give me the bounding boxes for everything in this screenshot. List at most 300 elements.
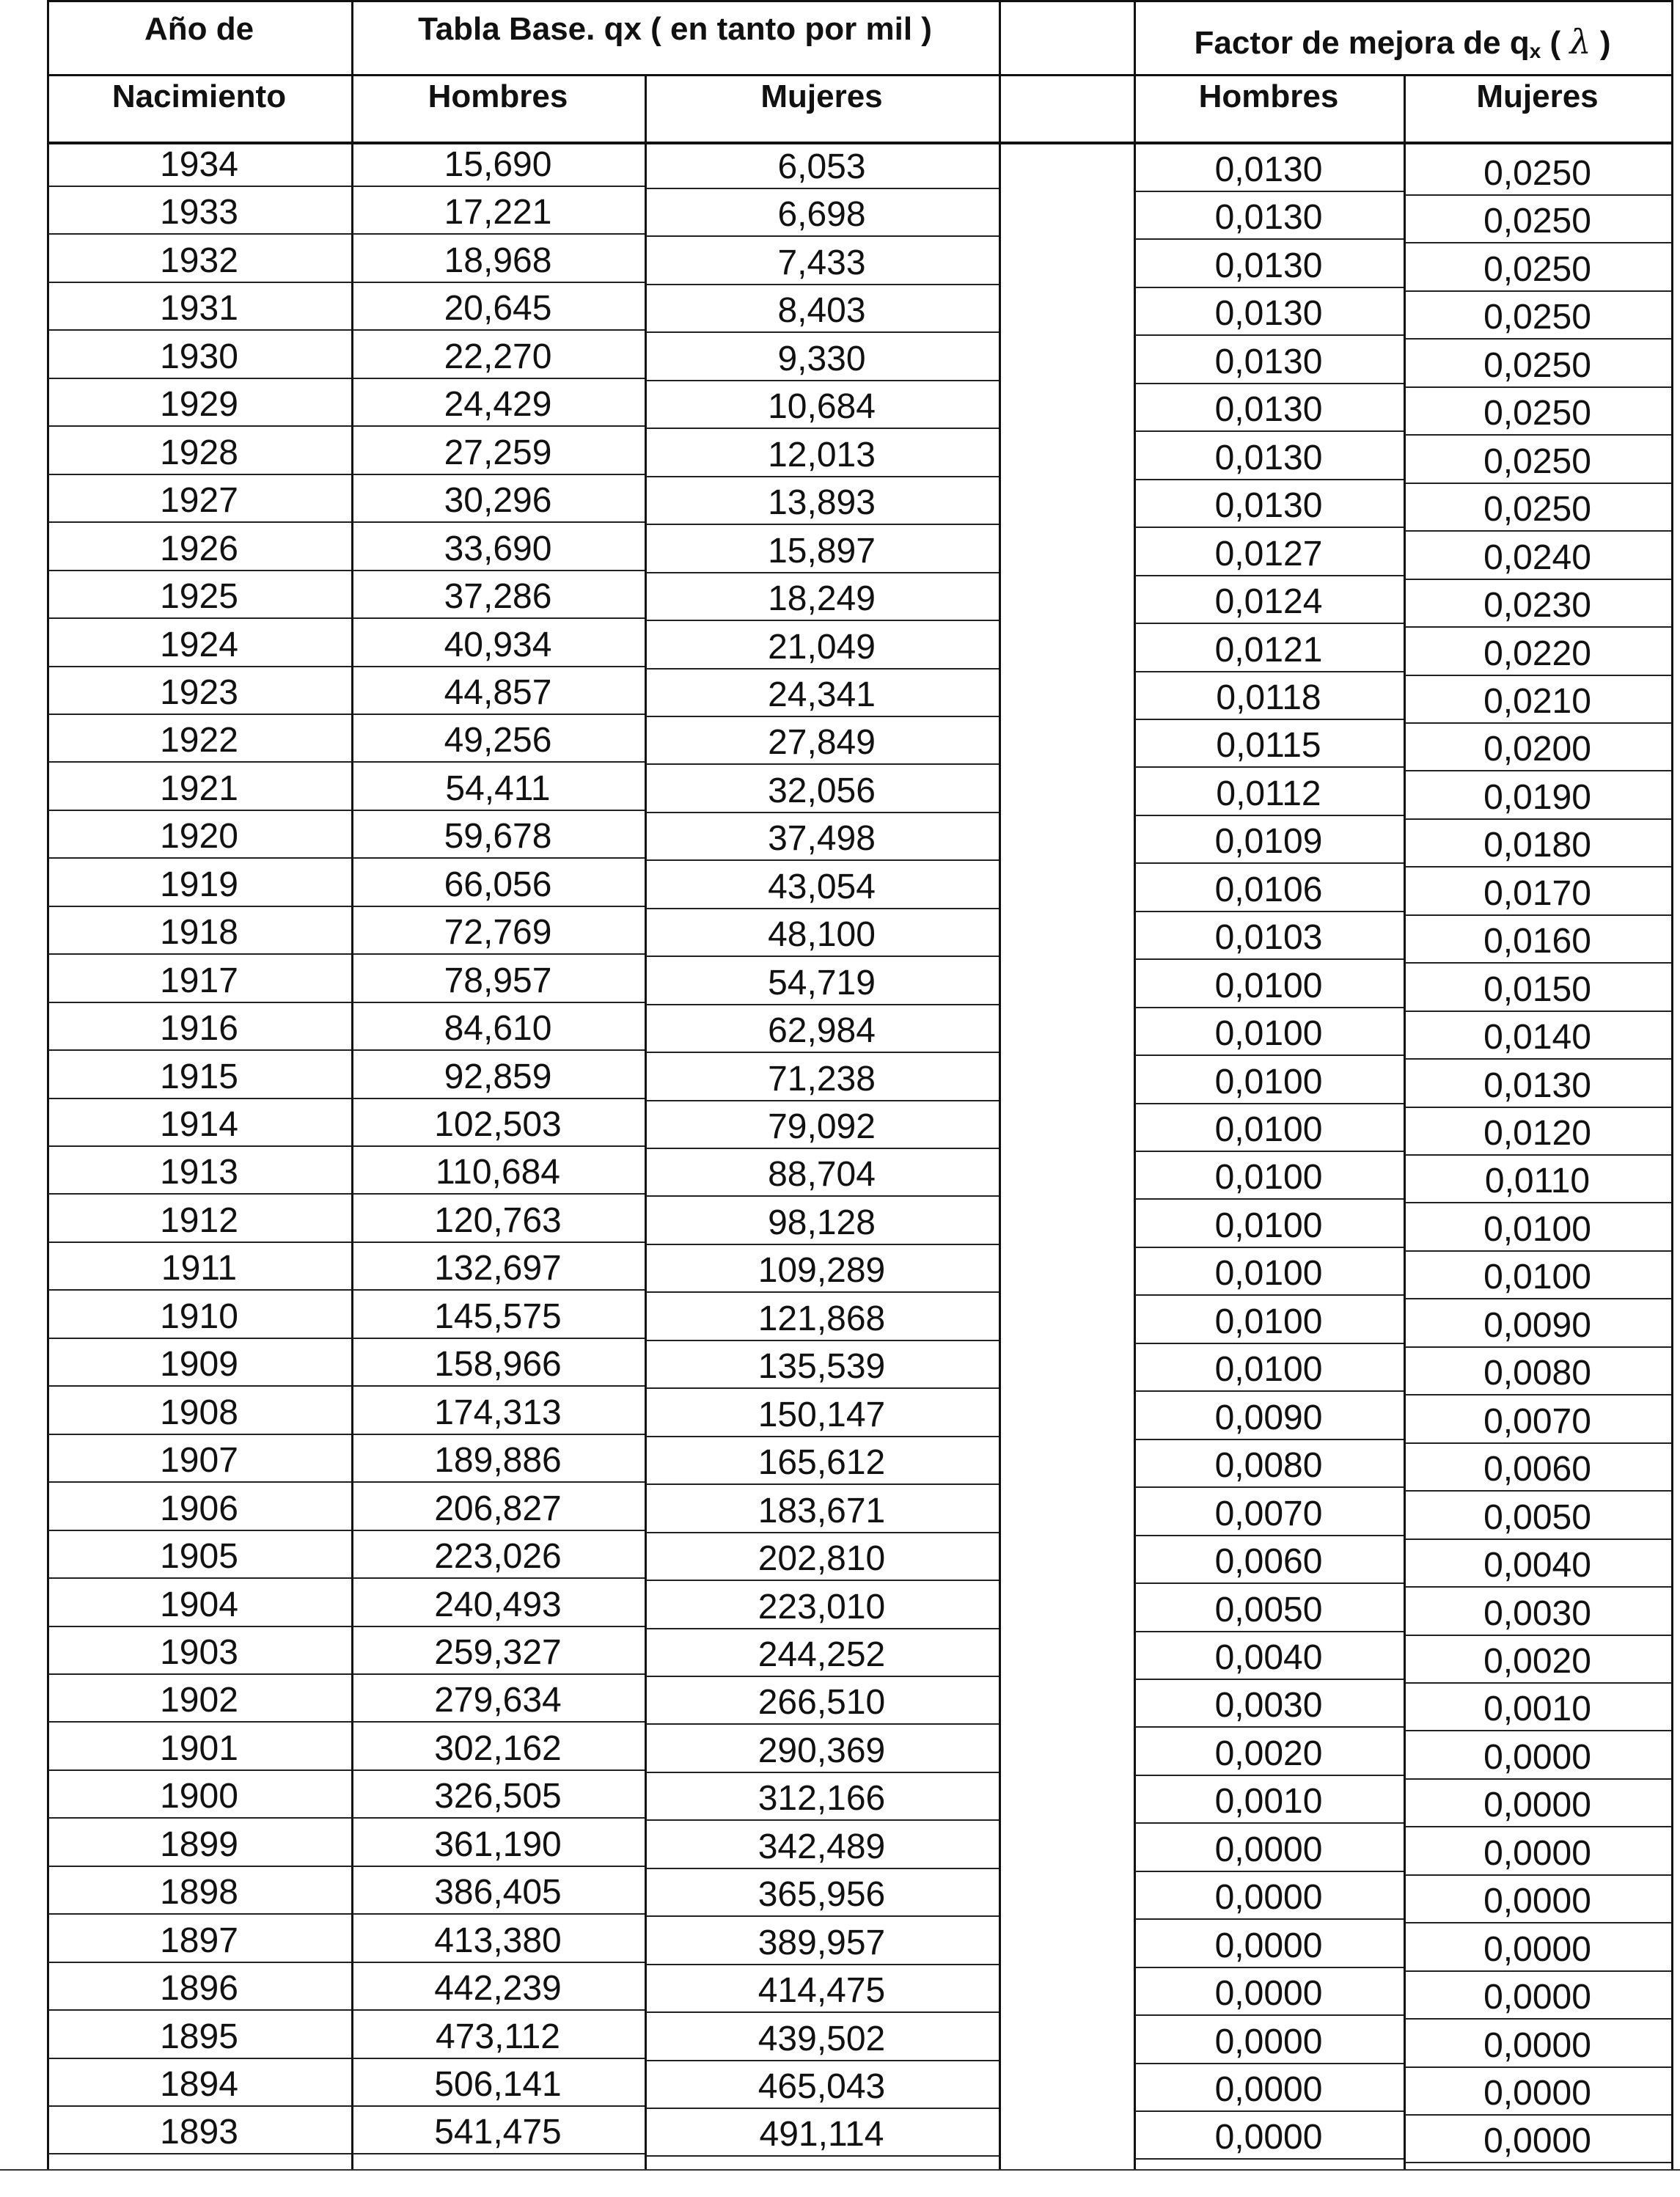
cell-qx-men: 30,296 xyxy=(444,481,552,521)
row-divider xyxy=(1135,671,1404,672)
row-divider xyxy=(1135,2063,1404,2064)
cell-birth-year: 1910 xyxy=(160,1296,238,1336)
row-divider xyxy=(1135,1007,1404,1008)
cell-qx-women: 365,956 xyxy=(758,1875,886,1915)
cell-qx-women: 13,893 xyxy=(768,483,876,523)
cell-qx-women: 6,698 xyxy=(777,195,866,235)
cell-factor-men: 0,0121 xyxy=(1214,630,1323,670)
cell-qx-women: 150,147 xyxy=(758,1395,886,1434)
row-divider xyxy=(1135,430,1404,432)
cell-factor-men: 0,0127 xyxy=(1214,534,1323,573)
cell-factor-women: 0,0000 xyxy=(1483,1786,1591,1825)
row-divider xyxy=(48,570,351,571)
cell-birth-year: 1929 xyxy=(160,385,238,425)
row-divider xyxy=(353,1434,645,1435)
cell-qx-men: 413,380 xyxy=(434,1921,562,1960)
row-divider xyxy=(353,1817,645,1819)
header-base-women: Mujeres xyxy=(760,78,883,114)
row-divider xyxy=(1405,290,1671,292)
cell-factor-women: 0,0240 xyxy=(1483,538,1591,577)
row-divider xyxy=(646,1148,999,1149)
cell-qx-women: 21,049 xyxy=(768,627,876,667)
cell-birth-year: 1907 xyxy=(160,1441,238,1481)
cell-factor-men: 0,0130 xyxy=(1214,438,1323,477)
cell-qx-men: 102,503 xyxy=(434,1105,562,1144)
row-divider xyxy=(1135,527,1404,528)
cell-factor-women: 0,0200 xyxy=(1483,730,1591,769)
cell-birth-year: 1917 xyxy=(160,961,238,1000)
row-divider xyxy=(646,1868,999,1869)
row-divider xyxy=(1135,1151,1404,1152)
cell-factor-men: 0,0050 xyxy=(1214,1590,1323,1629)
row-divider xyxy=(48,378,351,379)
row-divider xyxy=(48,2105,351,2107)
row-divider xyxy=(48,1289,351,1291)
row-divider xyxy=(1405,434,1671,436)
cell-qx-women: 48,100 xyxy=(768,915,876,955)
row-divider xyxy=(646,1387,999,1389)
cell-qx-men: 120,763 xyxy=(434,1200,562,1240)
row-divider xyxy=(1405,530,1671,532)
row-divider xyxy=(1135,1679,1404,1680)
cell-factor-men: 0,0130 xyxy=(1214,342,1323,381)
row-divider xyxy=(353,1769,645,1771)
row-divider xyxy=(48,474,351,475)
row-divider xyxy=(646,1100,999,1101)
row-divider xyxy=(646,1004,999,1005)
cell-qx-women: 54,719 xyxy=(768,963,876,1002)
row-divider xyxy=(646,763,999,765)
cell-factor-women: 0,0000 xyxy=(1483,2121,1591,2161)
row-divider xyxy=(48,906,351,907)
row-divider xyxy=(1405,626,1671,628)
cell-factor-men: 0,0000 xyxy=(1214,2022,1323,2061)
row-divider xyxy=(646,2108,999,2109)
cell-factor-women: 0,0030 xyxy=(1483,1593,1591,1633)
cell-birth-year: 1919 xyxy=(160,865,238,904)
cell-factor-men: 0,0100 xyxy=(1214,1350,1323,1390)
row-divider xyxy=(353,761,645,763)
cell-qx-women: 8,403 xyxy=(777,291,866,331)
row-divider xyxy=(48,1385,351,1387)
cell-birth-year: 1921 xyxy=(160,769,238,808)
cell-factor-women: 0,0010 xyxy=(1483,1690,1591,1729)
bottom-edge-line xyxy=(0,2169,1680,2171)
row-divider xyxy=(1405,194,1671,196)
row-divider xyxy=(1405,770,1671,771)
cell-factor-men: 0,0030 xyxy=(1214,1686,1323,1725)
cell-factor-men: 0,0130 xyxy=(1214,390,1323,430)
cell-qx-men: 92,859 xyxy=(444,1057,552,1096)
header-factor-men: Hombres xyxy=(1198,78,1339,114)
cell-qx-men: 33,690 xyxy=(444,529,552,568)
cell-qx-women: 6,053 xyxy=(777,147,866,186)
row-divider xyxy=(353,186,645,187)
row-divider xyxy=(353,1962,645,1963)
header-factor-close: ) xyxy=(1599,25,1611,61)
row-divider xyxy=(353,953,645,955)
cell-factor-men: 0,0130 xyxy=(1214,198,1323,238)
row-divider xyxy=(646,620,999,621)
cell-qx-men: 326,505 xyxy=(434,1777,562,1816)
cell-qx-men: 206,827 xyxy=(434,1489,562,1528)
cell-qx-women: 183,671 xyxy=(758,1491,886,1530)
cell-factor-men: 0,0100 xyxy=(1214,1014,1323,1054)
cell-factor-women: 0,0000 xyxy=(1483,2025,1591,2065)
col-border-women-gap xyxy=(999,0,1001,2169)
row-divider xyxy=(1135,1967,1404,1968)
row-divider xyxy=(353,1530,645,1531)
row-divider xyxy=(646,668,999,670)
col-border-right xyxy=(1671,0,1673,2169)
header-birth-year-line1: Año de xyxy=(144,11,254,47)
row-divider xyxy=(353,810,645,811)
row-divider xyxy=(1405,818,1671,820)
row-divider xyxy=(1405,1826,1671,1827)
row-divider xyxy=(1405,1970,1671,1972)
cell-qx-men: 66,056 xyxy=(444,865,552,904)
row-divider xyxy=(646,1244,999,1245)
row-divider xyxy=(1405,1202,1671,1203)
cell-birth-year: 1931 xyxy=(160,289,238,329)
row-divider xyxy=(353,1626,645,1627)
cell-factor-women: 0,0250 xyxy=(1483,298,1591,337)
row-divider xyxy=(1405,1778,1671,1780)
cell-factor-men: 0,0000 xyxy=(1214,2070,1323,2109)
cell-factor-men: 0,0080 xyxy=(1214,1446,1323,1486)
row-divider xyxy=(1405,1250,1671,1252)
cell-factor-women: 0,0020 xyxy=(1483,1641,1591,1681)
cell-birth-year: 1895 xyxy=(160,2017,238,2056)
row-divider xyxy=(646,2060,999,2061)
cell-birth-year: 1905 xyxy=(160,1537,238,1577)
cell-factor-women: 0,0070 xyxy=(1483,1401,1591,1441)
cell-qx-men: 44,857 xyxy=(444,672,552,712)
row-divider xyxy=(353,378,645,379)
cell-birth-year: 1912 xyxy=(160,1200,238,1240)
row-divider xyxy=(1135,862,1404,864)
row-divider xyxy=(646,1964,999,1965)
cell-factor-men: 0,0124 xyxy=(1214,582,1323,622)
row-divider xyxy=(646,331,999,333)
row-divider xyxy=(646,284,999,285)
row-divider xyxy=(1405,962,1671,964)
row-divider xyxy=(353,906,645,907)
row-divider xyxy=(1135,2158,1404,2160)
header-base-men: Hombres xyxy=(428,78,568,114)
cell-qx-men: 78,957 xyxy=(444,961,552,1000)
row-divider xyxy=(48,1769,351,1771)
row-divider xyxy=(1405,1586,1671,1588)
row-divider xyxy=(646,908,999,909)
row-divider xyxy=(353,329,645,331)
cell-qx-men: 37,286 xyxy=(444,577,552,617)
cell-qx-women: 266,510 xyxy=(758,1683,886,1723)
cell-factor-women: 0,0250 xyxy=(1483,441,1591,481)
row-divider xyxy=(646,1723,999,1725)
cell-factor-women: 0,0000 xyxy=(1483,1882,1591,1921)
row-divider xyxy=(353,1049,645,1051)
row-divider xyxy=(646,1436,999,1437)
row-divider xyxy=(1405,2162,1671,2163)
row-divider xyxy=(646,1580,999,1581)
cell-qx-women: 439,502 xyxy=(758,2019,886,2058)
row-divider xyxy=(48,617,351,619)
row-divider xyxy=(1135,287,1404,288)
cell-factor-women: 0,0230 xyxy=(1483,586,1591,626)
header-factor-subscript: x xyxy=(1529,40,1541,62)
cell-factor-men: 0,0100 xyxy=(1214,1158,1323,1197)
cell-qx-men: 240,493 xyxy=(434,1585,562,1624)
cell-qx-men: 158,966 xyxy=(434,1345,562,1384)
cell-factor-men: 0,0100 xyxy=(1214,1302,1323,1341)
cell-birth-year: 1934 xyxy=(160,145,238,184)
row-divider xyxy=(1135,766,1404,768)
cell-birth-year: 1932 xyxy=(160,241,238,280)
cell-qx-men: 189,886 xyxy=(434,1441,562,1481)
cell-qx-women: 290,369 xyxy=(758,1731,886,1770)
cell-factor-women: 0,0060 xyxy=(1483,1450,1591,1489)
cell-factor-men: 0,0070 xyxy=(1214,1494,1323,1533)
cell-qx-men: 110,684 xyxy=(436,1153,560,1192)
row-divider xyxy=(1135,1439,1404,1440)
row-divider xyxy=(646,716,999,717)
row-divider xyxy=(1405,1490,1671,1492)
row-divider xyxy=(1135,1582,1404,1584)
cell-qx-men: 174,313 xyxy=(434,1393,562,1432)
cell-birth-year: 1918 xyxy=(160,913,238,953)
cell-factor-women: 0,0100 xyxy=(1483,1209,1591,1249)
row-divider xyxy=(48,1577,351,1579)
row-divider xyxy=(353,857,645,859)
cell-factor-women: 0,0160 xyxy=(1483,922,1591,961)
cell-factor-men: 0,0000 xyxy=(1214,1926,1323,1965)
cell-birth-year: 1914 xyxy=(160,1105,238,1144)
row-divider xyxy=(48,714,351,715)
row-divider xyxy=(646,380,999,381)
cell-factor-men: 0,0000 xyxy=(1214,1878,1323,1918)
row-divider xyxy=(353,282,645,283)
row-divider xyxy=(353,2105,645,2107)
cell-factor-women: 0,0190 xyxy=(1483,777,1591,817)
row-divider xyxy=(646,1340,999,1341)
cell-factor-men: 0,0130 xyxy=(1214,150,1323,189)
cell-birth-year: 1925 xyxy=(160,577,238,617)
row-divider xyxy=(48,666,351,667)
cell-qx-women: 79,092 xyxy=(768,1107,876,1146)
row-divider xyxy=(48,1721,351,1723)
cell-factor-men: 0,0109 xyxy=(1214,822,1323,862)
row-divider xyxy=(48,2058,351,2059)
cell-factor-women: 0,0250 xyxy=(1483,154,1591,193)
header-mid-border xyxy=(47,74,1673,76)
cell-qx-women: 244,252 xyxy=(758,1635,886,1674)
cell-birth-year: 1908 xyxy=(160,1393,238,1432)
row-divider xyxy=(48,2153,351,2154)
cell-qx-women: 121,868 xyxy=(758,1299,886,1338)
cell-birth-year: 1924 xyxy=(160,625,238,664)
cell-qx-women: 10,684 xyxy=(768,387,876,427)
row-divider xyxy=(48,233,351,235)
row-divider xyxy=(48,953,351,955)
cell-birth-year: 1920 xyxy=(160,817,238,857)
cell-factor-women: 0,0250 xyxy=(1483,490,1591,529)
cell-birth-year: 1923 xyxy=(160,672,238,712)
cell-factor-women: 0,0000 xyxy=(1483,2074,1591,2113)
cell-qx-men: 506,141 xyxy=(434,2065,562,2104)
row-divider xyxy=(1135,1631,1404,1632)
cell-birth-year: 1933 xyxy=(160,193,238,232)
cell-qx-women: 491,114 xyxy=(759,2115,884,2154)
cell-qx-women: 9,330 xyxy=(777,339,866,378)
row-divider xyxy=(646,956,999,957)
row-divider xyxy=(353,1721,645,1723)
cell-factor-men: 0,0020 xyxy=(1214,1734,1323,1773)
cell-birth-year: 1903 xyxy=(160,1632,238,1672)
row-divider xyxy=(353,666,645,667)
cell-birth-year: 1897 xyxy=(160,1921,238,1960)
row-divider xyxy=(48,810,351,811)
row-divider xyxy=(353,1098,645,1099)
cell-qx-women: 18,249 xyxy=(768,579,876,619)
cell-qx-women: 32,056 xyxy=(768,771,876,810)
cell-qx-men: 20,645 xyxy=(444,289,552,329)
cell-qx-men: 18,968 xyxy=(444,241,552,280)
row-divider xyxy=(1135,1486,1404,1488)
cell-qx-women: 312,166 xyxy=(758,1779,886,1819)
cell-birth-year: 1915 xyxy=(160,1057,238,1096)
cell-birth-year: 1893 xyxy=(160,2113,238,2152)
row-divider xyxy=(1135,2014,1404,2016)
cell-factor-women: 0,0080 xyxy=(1483,1354,1591,1393)
row-divider xyxy=(646,1819,999,1821)
cell-qx-women: 135,539 xyxy=(758,1347,886,1387)
cell-qx-women: 37,498 xyxy=(768,819,876,859)
cell-qx-men: 259,327 xyxy=(434,1632,562,1672)
cell-qx-men: 473,112 xyxy=(436,2017,560,2056)
row-divider xyxy=(1405,1538,1671,1540)
row-divider xyxy=(1405,1682,1671,1684)
row-divider xyxy=(1135,1055,1404,1056)
row-divider xyxy=(646,1772,999,1773)
header-factor-prefix: Factor de mejora de q xyxy=(1194,25,1530,61)
cell-qx-women: 223,010 xyxy=(758,1587,886,1626)
cell-factor-women: 0,0250 xyxy=(1483,202,1591,241)
cell-qx-men: 442,239 xyxy=(434,1969,562,2009)
cell-qx-women: 165,612 xyxy=(758,1443,886,1483)
cell-qx-men: 361,190 xyxy=(434,1824,562,1864)
cell-qx-men: 59,678 xyxy=(444,817,552,857)
row-divider xyxy=(1405,1154,1671,1156)
cell-factor-men: 0,0115 xyxy=(1216,726,1321,766)
cell-factor-men: 0,0130 xyxy=(1214,294,1323,334)
row-divider xyxy=(646,524,999,525)
cell-birth-year: 1901 xyxy=(160,1728,238,1768)
row-divider xyxy=(646,1195,999,1197)
row-divider xyxy=(48,1193,351,1195)
row-divider xyxy=(48,1530,351,1531)
row-divider xyxy=(48,186,351,187)
cell-factor-women: 0,0170 xyxy=(1483,873,1591,913)
cell-qx-men: 72,769 xyxy=(444,913,552,953)
row-divider xyxy=(48,1866,351,1867)
row-divider xyxy=(1135,1294,1404,1296)
cell-factor-women: 0,0250 xyxy=(1483,345,1591,385)
row-divider xyxy=(646,1915,999,1917)
header-base-table: Tabla Base. qx ( en tanto por mil ) xyxy=(418,11,932,47)
row-divider xyxy=(1135,911,1404,912)
row-divider xyxy=(48,1817,351,1819)
cell-factor-women: 0,0000 xyxy=(1483,1833,1591,1873)
cell-qx-men: 27,259 xyxy=(444,433,552,472)
row-divider xyxy=(1135,479,1404,480)
row-divider xyxy=(646,1483,999,1485)
cell-factor-men: 0,0090 xyxy=(1214,1398,1323,1437)
cell-factor-men: 0,0106 xyxy=(1214,870,1323,909)
row-divider xyxy=(48,2009,351,2011)
row-divider xyxy=(1135,1726,1404,1728)
cell-birth-year: 1928 xyxy=(160,433,238,472)
row-divider xyxy=(1405,483,1671,484)
cell-factor-women: 0,0220 xyxy=(1483,634,1591,673)
row-divider xyxy=(1135,191,1404,192)
row-divider xyxy=(1405,1394,1671,1395)
row-divider xyxy=(48,1434,351,1435)
row-divider xyxy=(353,1577,645,1579)
row-divider xyxy=(1135,623,1404,624)
row-divider xyxy=(48,329,351,331)
row-divider xyxy=(1405,1346,1671,1348)
row-divider xyxy=(1135,1247,1404,1248)
cell-factor-women: 0,0140 xyxy=(1483,1018,1591,1057)
row-divider xyxy=(1135,2110,1404,2112)
cell-qx-men: 17,221 xyxy=(444,193,552,232)
row-divider xyxy=(353,1241,645,1243)
cell-factor-men: 0,0100 xyxy=(1214,1110,1323,1149)
header-factor-open: ( xyxy=(1541,25,1561,61)
cell-factor-women: 0,0120 xyxy=(1483,1114,1591,1153)
cell-qx-women: 414,475 xyxy=(758,1971,886,2011)
cell-qx-women: 27,849 xyxy=(768,723,876,763)
row-divider xyxy=(353,1338,645,1339)
row-divider xyxy=(1135,1535,1404,1536)
row-divider xyxy=(1405,1874,1671,1876)
cell-qx-men: 49,256 xyxy=(444,721,552,760)
cell-factor-men: 0,0100 xyxy=(1214,1062,1323,1101)
row-divider xyxy=(353,1481,645,1483)
cell-factor-men: 0,0100 xyxy=(1214,1206,1323,1245)
row-divider xyxy=(353,2009,645,2011)
cell-factor-women: 0,0250 xyxy=(1483,249,1591,289)
header-factor-women: Mujeres xyxy=(1476,78,1599,114)
row-divider xyxy=(48,1673,351,1675)
row-divider xyxy=(48,1338,351,1339)
cell-factor-women: 0,0000 xyxy=(1483,1737,1591,1777)
cell-factor-men: 0,0000 xyxy=(1214,1830,1323,1869)
cell-qx-women: 98,128 xyxy=(768,1203,876,1242)
row-divider xyxy=(353,2058,645,2059)
row-divider xyxy=(353,2153,645,2154)
cell-qx-men: 302,162 xyxy=(434,1728,562,1768)
cell-qx-men: 84,610 xyxy=(444,1009,552,1049)
cell-factor-women: 0,0110 xyxy=(1484,1162,1591,1201)
row-divider xyxy=(1135,1390,1404,1392)
cell-qx-women: 88,704 xyxy=(768,1155,876,1195)
row-divider xyxy=(353,1193,645,1195)
row-divider xyxy=(646,2011,999,2013)
row-divider xyxy=(1135,719,1404,720)
cell-factor-men: 0,0060 xyxy=(1214,1542,1323,1582)
